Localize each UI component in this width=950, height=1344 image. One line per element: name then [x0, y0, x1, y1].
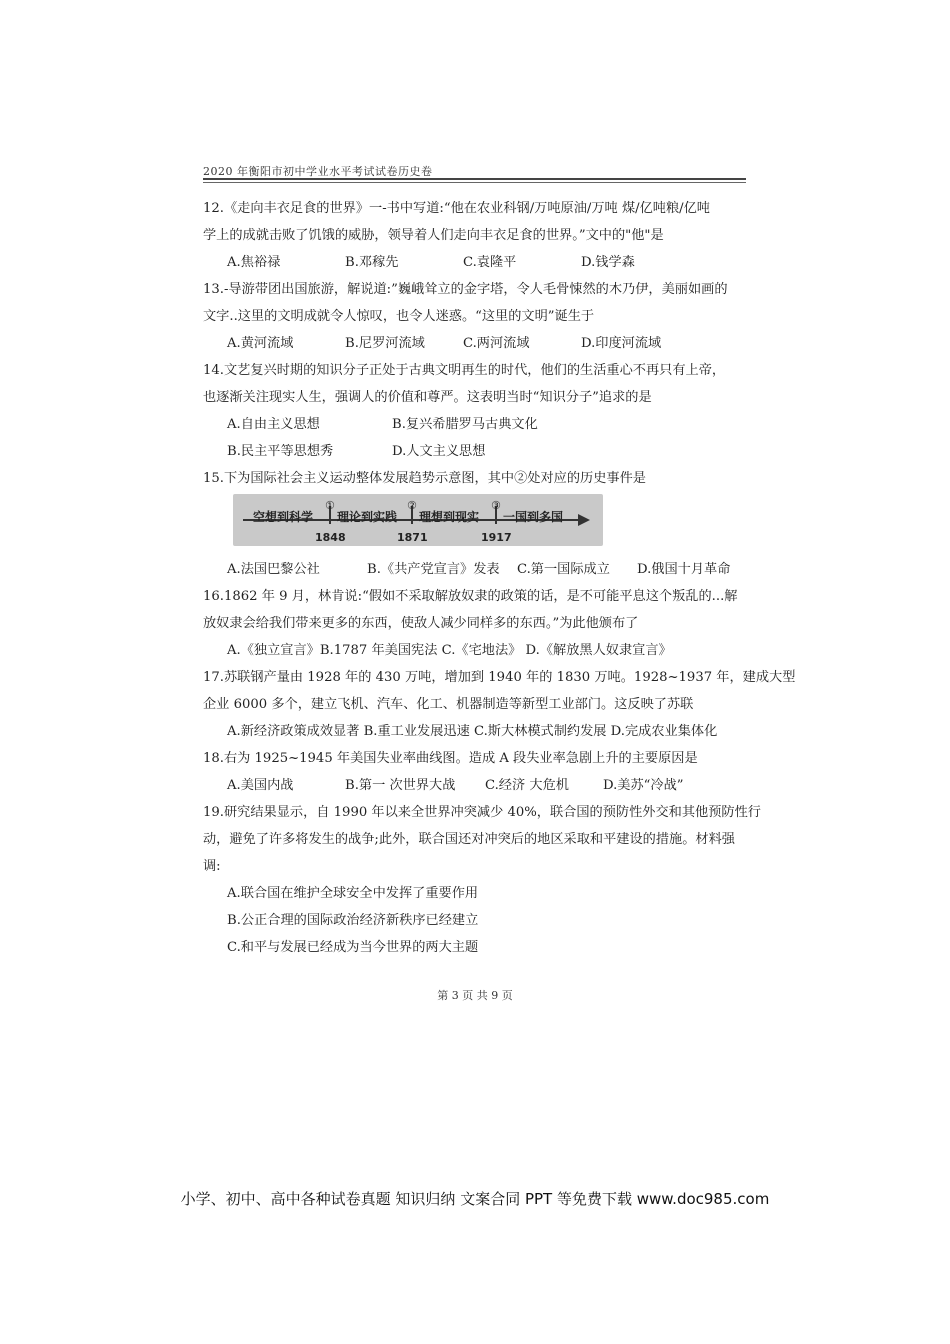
- timeline-year-2: 1871: [397, 531, 428, 544]
- q13-option-a: A.黄河流域: [227, 336, 294, 351]
- header-rule-thick: [203, 178, 746, 180]
- timeline-year-3: 1917: [481, 531, 512, 544]
- timeline-marker-2: ②: [407, 499, 417, 512]
- q15-option-a: A.法国巴黎公社: [227, 562, 320, 577]
- q18-options: [203, 772, 763, 799]
- q15-option-d: D.俄国十月革命: [637, 562, 731, 577]
- header-rule-thin: [203, 182, 746, 183]
- q18-option-c: C.经济 大危机: [485, 778, 569, 793]
- timeline-marker-1: ①: [325, 499, 335, 512]
- q19-line3: 调:: [203, 859, 221, 874]
- timeline-marker-3: ③: [491, 499, 501, 512]
- timeline-image: [233, 494, 603, 546]
- q14-options-row1: [203, 411, 763, 438]
- q15-option-b: B.《共产党宣言》发表: [367, 562, 500, 577]
- q14-option-c: B.民主平等思想秀: [227, 444, 334, 459]
- q12-line1: 12.《走向丰衣足食的世界》一-书中写道:“他在农业科钢/万吨原油/万吨 煤/亿吨粮/亿吨: [203, 201, 710, 216]
- q19-line1: 19.研究结果显示，自 1990 年以来全世界冲突减少 40%，联合国的预防性外交和其他预防性行: [203, 805, 761, 820]
- q17-line1: 17.苏联钢产量由 1928 年的 430 万吨，增加到 1940 年的 1830 万吨。1928~1937 年，建成大型: [203, 670, 796, 685]
- q14-line2: 也逐渐关注现实人生，强调人的价值和尊严。这表明当时“知识分子”追求的是: [203, 390, 652, 405]
- q14-options-row2: [203, 438, 763, 465]
- q18-line1: 18.右为 1925~1945 年美国失业率曲线图。造成 A 段失业率急剧上升的主要原因是: [203, 751, 698, 766]
- q17-options: A.新经济政策成效显著 B.重工业发展迅速 C.斯大林模式制约发展 D.完成农业集体化: [227, 724, 718, 739]
- q13-options: [203, 330, 763, 357]
- q13-line1: 13.-导游带团出国旅游，解说道:”巍峨耸立的金字塔，令人毛骨悚然的木乃伊，美丽如画的: [203, 282, 728, 297]
- timeline-segment-2: 理论到实践: [337, 510, 398, 524]
- timeline-segment-1: 空想到科学: [253, 510, 314, 524]
- q12-option-a: A.焦裕禄: [227, 255, 281, 270]
- q12-line2: 学上的成就击败了饥饿的威胁，领导着人们走向丰衣足食的世界。”文中的"他"是: [203, 228, 664, 243]
- q18-option-a: A.美国内战: [227, 778, 294, 793]
- timeline-segment-3: 理想到现实: [419, 510, 480, 524]
- q14-option-a: A.自由主义思想: [227, 417, 320, 432]
- q17-line2: 企业 6000 多个，建立飞机、汽车、化工、机器制造等新型工业部门。这反映了苏联: [203, 697, 694, 712]
- q14-option-b: B.复兴希腊罗马古典文化: [392, 417, 538, 432]
- q14-line1: 14.文艺复兴时期的知识分子正处于古典文明再生的时代，他们的生活重心不再只有上帝，: [203, 363, 726, 378]
- q16-line2: 放奴隶会给我们带来更多的东西，使敌人减少同样多的东西。”为此他颁布了: [203, 616, 639, 631]
- q19-option-c: C.和平与发展已经成为当今世界的两大主题: [227, 940, 479, 955]
- q18-option-d: D.美苏“冷战”: [603, 778, 684, 793]
- q16-line1: 16.1862 年 9 月，林肯说:“假如不采取解放奴隶的政策的话，是不可能平息这个叛乱的...解: [203, 589, 738, 604]
- q12-option-d: D.钱学森: [581, 255, 635, 270]
- page-header: 2020 年衡阳市初中学业水平考试试卷历史卷: [203, 165, 433, 178]
- q14-option-d: D.人文主义思想: [392, 444, 486, 459]
- q12-option-b: B.邓稼先: [345, 255, 399, 270]
- timeline-arrow-icon: [578, 514, 590, 526]
- q16-options: A.《独立宣言》B.1787 年美国宪法 C.《宅地法》 D.《解放黑人奴隶宣言》: [227, 643, 672, 658]
- q15-option-c: C.第一国际成立: [517, 562, 610, 577]
- q13-line2: 文字..这里的文明成就令人惊叹，也令人迷惑。“这里的文明”诞生于: [203, 309, 595, 324]
- q13-option-c: C.两河流域: [463, 336, 530, 351]
- footer-ad-text: 小学、初中、高中各种试卷真题 知识归纳 文案合同 PPT 等免费下载 www.doc985.com: [180, 1190, 770, 1208]
- page-number: 第 3 页 共 9 页: [437, 989, 513, 1002]
- q13-option-d: D.印度河流域: [581, 336, 662, 351]
- q12-options: [203, 249, 763, 276]
- q15-timeline-figure: [233, 494, 763, 552]
- questions-body: [203, 195, 796, 961]
- q13-option-b: B.尼罗河流域: [345, 336, 425, 351]
- timeline-segment-4: 一国到多国: [503, 510, 564, 524]
- q12-option-c: C.袁隆平: [463, 255, 517, 270]
- q19-option-a: A.联合国在维护全球安全中发挥了重要作用: [227, 886, 479, 901]
- q19-line2: 动，避免了许多将发生的战争;此外，联合国还对冲突后的地区采取和平建设的措施。材料强: [203, 832, 735, 847]
- q15-line1: 15.下为国际社会主义运动整体发展趋势示意图，其中②处对应的历史事件是: [203, 471, 646, 486]
- q19-option-b: B.公正合理的国际政治经济新秩序已经建立: [227, 913, 479, 928]
- q18-option-b: B.第一 次世界大战: [345, 778, 456, 793]
- q15-options: [203, 556, 763, 583]
- timeline-year-1: 1848: [315, 531, 346, 544]
